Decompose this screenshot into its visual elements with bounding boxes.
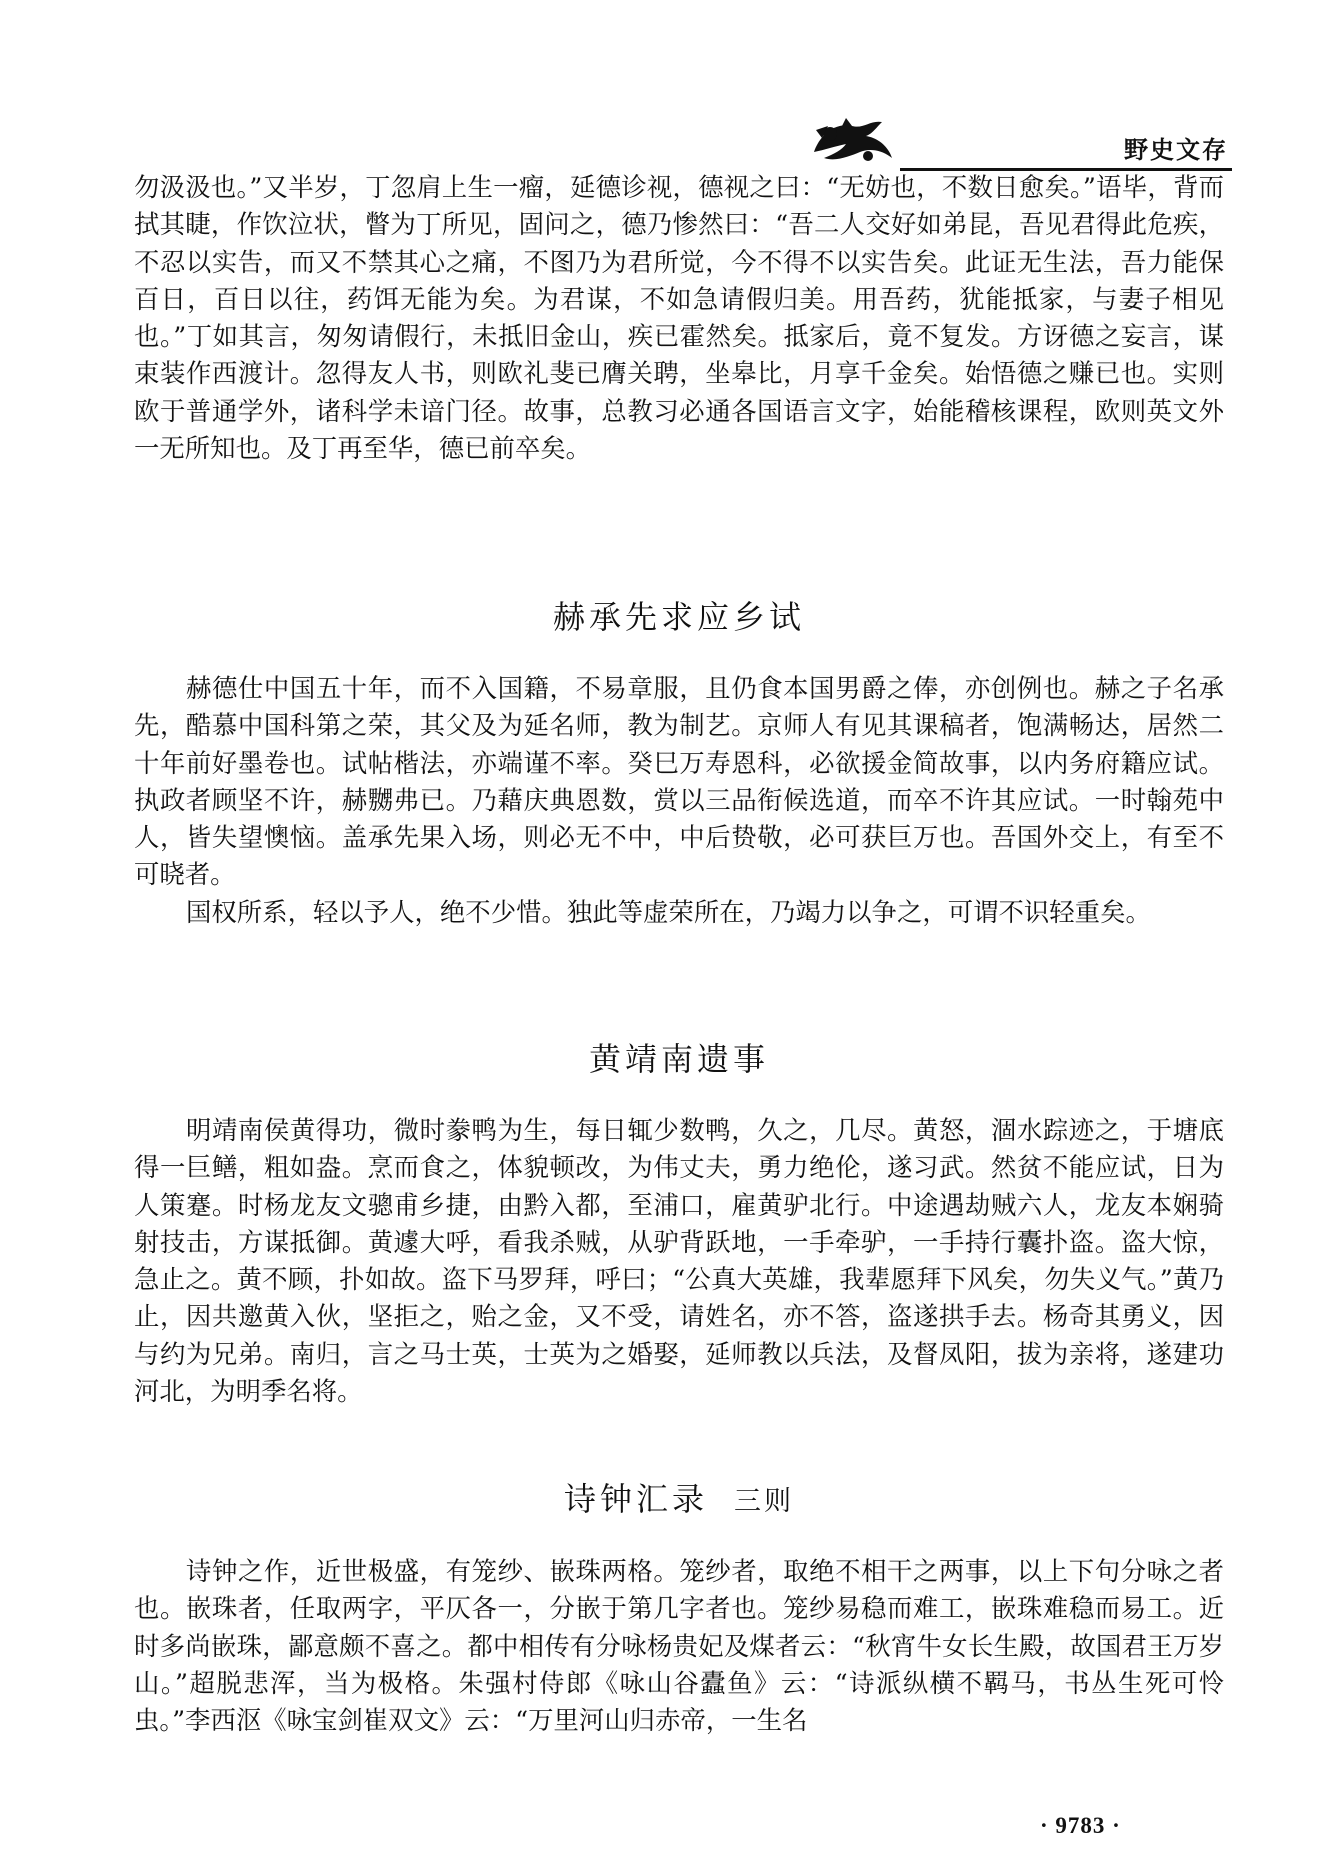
paragraph: 明靖南侯黄得功，微时豢鸭为生，每日辄少数鸭，久之，几尽。黄怒，涸水踪迹之，于塘底得一巨鳝，粗如盎。烹而食之，体貌顿改，为伟丈夫，勇力绝伦，遂习武。然贫不能应试，日为人策蹇。时杨龙友文骢甫乡捷，由黔入都，至浦口，雇黄驴北行。中途遇劫贼六人，龙友本娴骑射技击，方谋抵御。黄遽大呼，看我杀贼，从驴背跃地，一手牵驴，一手持行囊扑盗。盗大惊，急止之。黄不顾，扑如故。盗下马罗拜，呼曰；“公真大英雄，我辈愿拜下风矣，勿失义气。”黄乃止，因共邀黄入伙，坚拒之，贻之金，又不受，请姓名，亦不答，盗遂拱手去。杨奇其勇义，因与约为兄弟。南归，言之马士英，士英为之婚娶，延师教以兵法，及督凤阳，拔为亲将，遂建功河北，为明季名将。 xyxy=(134,1115,1224,1407)
article-body-he-chengxian xyxy=(134,670,1224,931)
article-body-huang-jingnan xyxy=(134,1112,1224,1410)
page-number: · 9783 · xyxy=(1040,1813,1121,1838)
header-title: 野史文存 xyxy=(1124,136,1228,164)
article-subtitle: 三则 xyxy=(734,1486,794,1517)
paragraph: 诗钟之作，近世极盛，有笼纱、嵌珠两格。笼纱者，取绝不相干之两事，以上下句分咏之者也。嵌珠者，任取两字，平仄各一，分嵌于第几字者也。笼纱易稳而难工，嵌珠难稳而易工。近时多尚嵌珠，鄙意颇不喜之。都中相传有分咏杨贵妃及煤者云：“秋宵牛女长生殿，故国君王万岁山。”超脱悲浑，当为极格。朱强村侍郎《咏山谷蠹鱼》云：“诗派纵横不羁马，书丛生死可怜虫。”李西沤《咏宝剑崔双文》云：“万里河山归赤帝，一生名 xyxy=(134,1556,1224,1736)
article-continuation xyxy=(134,169,1224,467)
article-title-text: 诗钟汇录 xyxy=(563,1480,708,1518)
article-title-shizhong xyxy=(134,1474,1224,1520)
paragraph: 勿汲汲也。”又半岁，丁忽肩上生一瘤，延德诊视，德视之曰：“无妨也，不数日愈矣。”语毕，背而拭其睫，作饮泣状，瞥为丁所见，固问之，德乃惨然曰：“吾二人交好如弟昆，吾见君得此危疾，不忍以实告，而又不禁其心之痛，不图乃为君所觉，今不得不以实告矣。此证无生法，吾力能保百日，百日以往，药饵无能为矣。为君谋，不如急请假归美。用吾药，犹能抵家，与妻子相见也。”丁如其言，匆匆请假行，未抵旧金山，疾已霍然矣。抵家后，竟不复发。方讶德之妄言，谋束装作西渡计。忽得友人书，则欧礼斐已膺关聘，坐皋比，月享千金矣。始悟德之赚已也。实则欧于普通学外，诸科学未谙门径。故事，总教习必通各国语言文字，始能稽核课程，欧则英文外一无所知也。及丁再至华，德已前卒矣。 xyxy=(134,172,1224,464)
dragon-emblem-icon xyxy=(806,112,898,166)
article-body-shizhong xyxy=(134,1553,1224,1739)
paragraph: 国权所系，轻以予人，绝不少惜。独此等虚荣所在，乃竭力以争之，可谓不识轻重矣。 xyxy=(186,896,1151,927)
running-header xyxy=(800,108,1232,166)
article-title-he-chengxian: 赫承先求应乡试 xyxy=(552,598,805,636)
paragraph: 赫德仕中国五十年，而不入国籍，不易章服，且仍食本国男爵之俸，亦创例也。赫之子名承先，酷慕中国科第之荣，其父及为延名师，教为制艺。京师人有见其课稿者，饱满畅达，居然二十年前好墨卷也。试帖楷法，亦端谨不率。癸巳万寿恩科，必欲援金简故事，以内务府籍应试。执政者顾坚不许，赫嬲弗已。乃藉庆典恩数，赏以三品衔候选道，而卒不许其应试。一时翰苑中人，皆失望懊恼。盖承先果入场，则必无不中，中后贽敬，必可获巨万也。吾国外交上，有至不可晓者。 xyxy=(134,673,1224,890)
article-title-huang-jingnan: 黄靖南遗事 xyxy=(588,1040,769,1078)
